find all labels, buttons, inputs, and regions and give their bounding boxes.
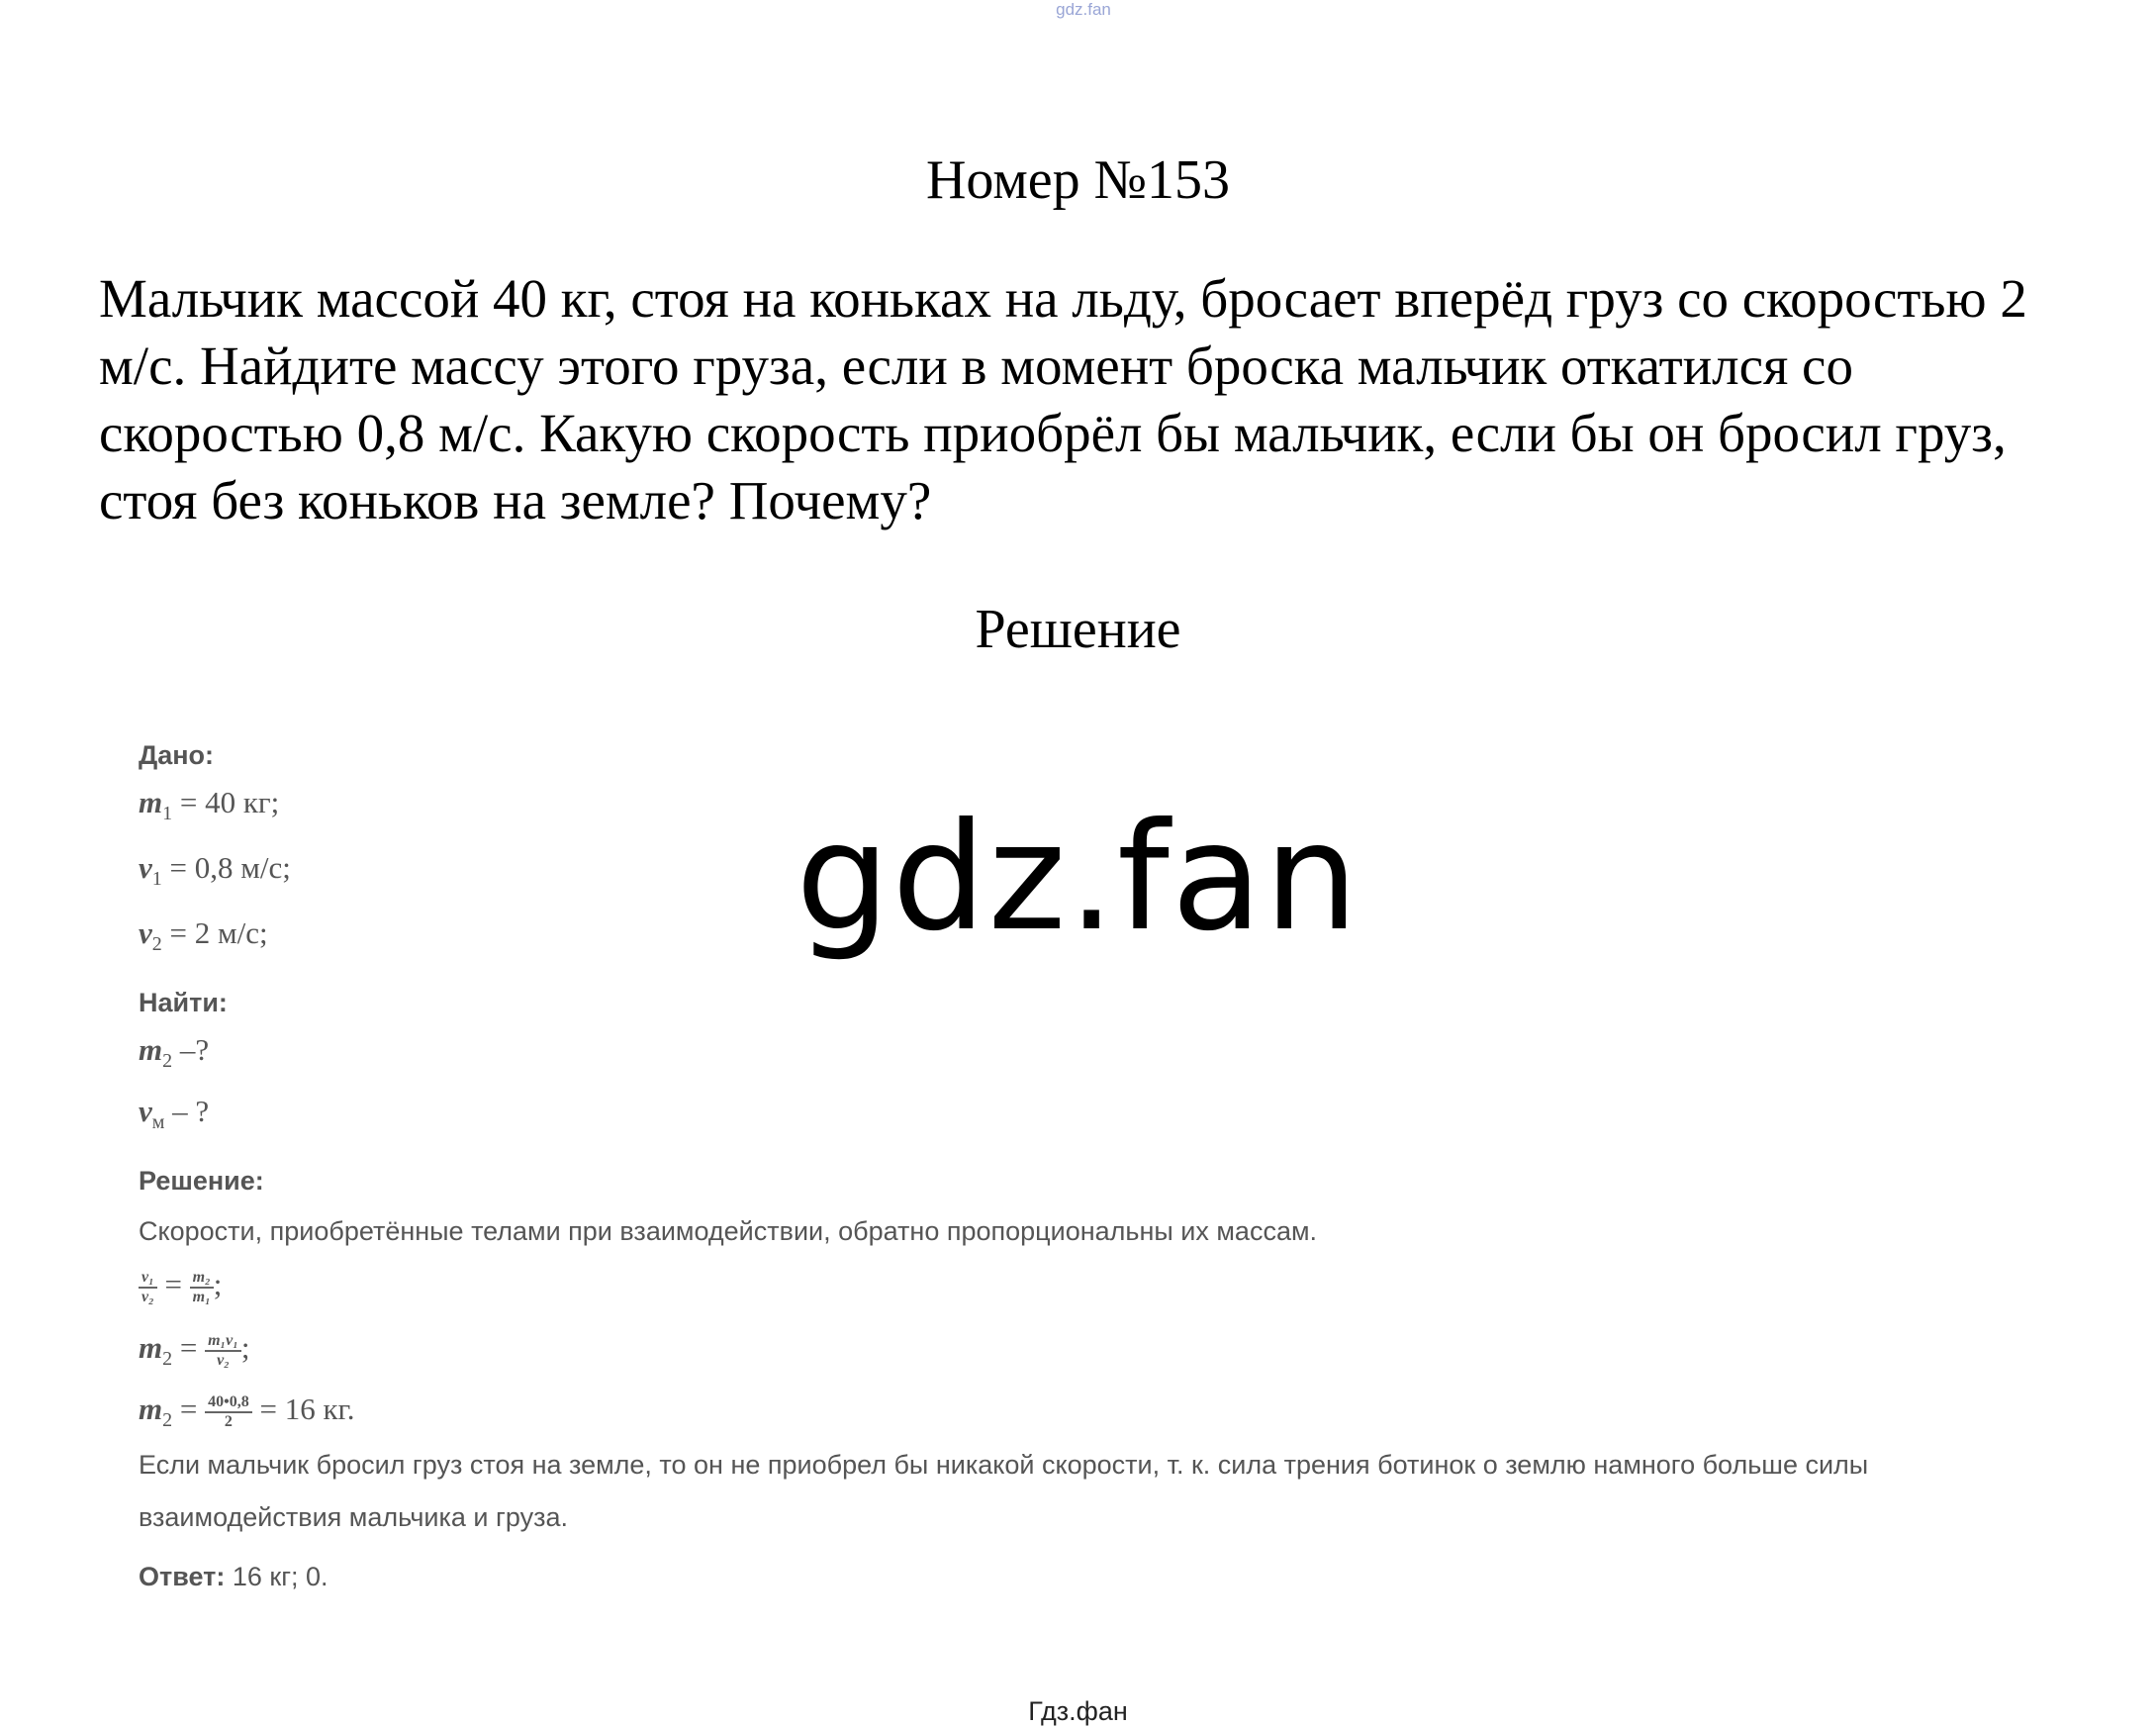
- conclusion-line: взаимодействия мальчика и груза.: [139, 1502, 568, 1532]
- given-item: [139, 835, 291, 901]
- footer-text: Гдз.фан: [1028, 1696, 1128, 1726]
- fraction: $\frac{\text{m₂}}{\text{m₁}}$: [190, 1269, 214, 1306]
- find-sub: м: [151, 1111, 165, 1134]
- find-item: [139, 1079, 209, 1144]
- given-sub: 2: [151, 933, 162, 956]
- formula-ratio: $\frac{\text{v₁}}{\text{v₂}}$ = $\frac{\text{m₂}}{\text{m₁}}$ ;: [139, 1255, 222, 1314]
- top-watermark-text: gdz.fan: [1056, 0, 1111, 19]
- fraction: $\frac{\text{m₁v₁}}{\text{v₂}}$: [205, 1332, 241, 1370]
- find-value: – ?: [164, 1094, 210, 1128]
- given-sub: 1: [151, 868, 162, 891]
- solution-heading: Решение: [975, 599, 1181, 660]
- find-var: v: [139, 1094, 152, 1128]
- given-value: = 0,8 м/с;: [161, 850, 291, 885]
- formula-m2: $m_2$ = $\frac{\text{m₁v₁}}{\text{v₂}}$ ;: [139, 1330, 250, 1371]
- conclusion-line: Если мальчик бросил груз стоя на земле, то он не приобрел бы никакой скорости, т. к. сила трения ботинок о землю намного больше силы: [139, 1450, 1869, 1480]
- given-value: = 2 м/с;: [161, 915, 268, 950]
- find-item: [139, 1017, 209, 1083]
- given-value: = 40 кг;: [172, 785, 280, 819]
- answer-label: Ответ:: [139, 1562, 226, 1591]
- problem-statement: Мальчик массой 40 кг, стоя на коньках на льду, бросает вперёд груз со скоростью 2 м/с. Найдите массу этого груза, если в момент броска мальчик откатился со скоростью 0,8 м/с. Какую скорость приобрёл бы мальчик, если бы он бросил груз, стоя без коньков на земле? Почему?: [99, 268, 2027, 530]
- find-sub: 2: [162, 1050, 173, 1073]
- given-item: [139, 770, 279, 835]
- find-var: m: [139, 1032, 163, 1067]
- page-title: Номер №153: [925, 149, 1231, 211]
- given-label: Дано:: [139, 740, 215, 770]
- formula-result: $m_2$ = $\frac{40•0,8}{2}$ = 16 кг.: [139, 1391, 355, 1432]
- fraction: $\frac{\text{v₁}}{\text{v₂}}$: [139, 1269, 157, 1306]
- find-value: –?: [172, 1032, 210, 1067]
- answer-line: [139, 1550, 328, 1603]
- given-var: v: [139, 850, 152, 885]
- solution-label: Решение:: [139, 1166, 264, 1196]
- find-label: Найти:: [139, 988, 228, 1017]
- given-var: v: [139, 915, 152, 950]
- fraction: $\frac{40•0,8}{2}$: [205, 1393, 252, 1431]
- site-watermark: gdz.fan: [796, 792, 1360, 964]
- answer-value: 16 кг; 0.: [225, 1562, 328, 1591]
- given-item: [139, 901, 268, 966]
- given-sub: 1: [162, 803, 173, 825]
- solution-statement: Скорости, приобретённые телами при взаимодействии, обратно пропорциональны их массам.: [139, 1216, 1318, 1246]
- given-var: m: [139, 785, 163, 819]
